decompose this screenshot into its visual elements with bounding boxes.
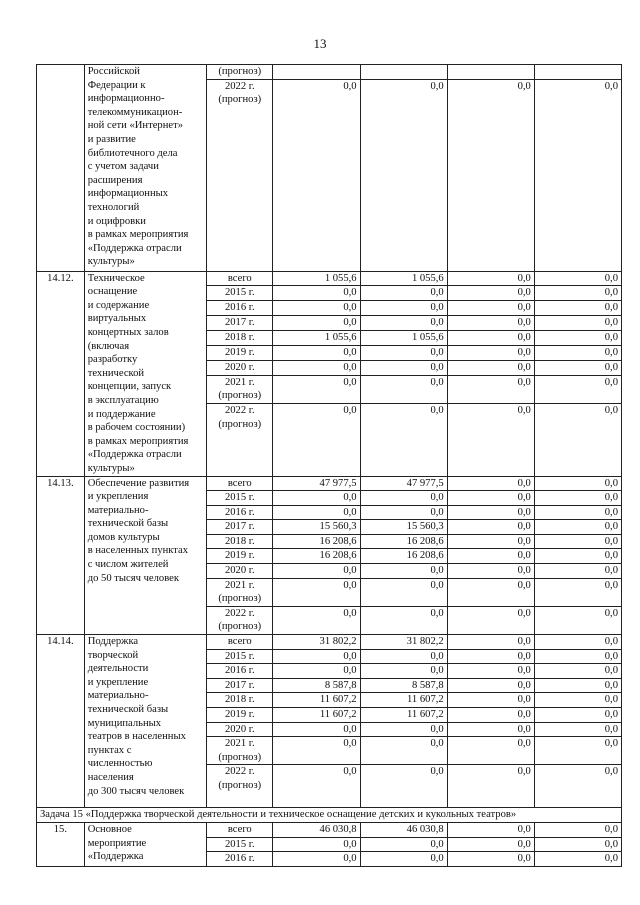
value-cell: 0,0 [360,505,447,520]
task-row [37,808,622,823]
value-cell: 0,0 [534,678,621,693]
value-cell: 47 977,5 [360,476,447,491]
item-number [37,65,85,272]
value-cell: 0,0 [447,286,534,301]
period-cell: (прогноз) [207,65,273,80]
value-cell: 8 587,8 [273,678,360,693]
value-cell: 0,0 [273,404,360,476]
value-cell: 0,0 [534,765,621,808]
period-cell: 2015 г. [207,649,273,664]
value-cell: 0,0 [447,271,534,286]
value-cell: 0,0 [534,822,621,837]
period-cell: 2017 г. [207,316,273,331]
value-cell: 15 560,3 [273,520,360,535]
period-cell: 2018 г. [207,534,273,549]
value-cell: 0,0 [534,316,621,331]
value-cell: 16 208,6 [273,534,360,549]
value-cell: 0,0 [447,505,534,520]
value-cell: 0,0 [534,635,621,650]
value-cell: 0,0 [447,837,534,852]
value-cell: 0,0 [534,330,621,345]
value-cell: 0,0 [360,375,447,404]
period-cell: 2015 г. [207,491,273,506]
value-cell: 0,0 [273,301,360,316]
value-cell: 0,0 [534,708,621,723]
value-cell: 0,0 [273,649,360,664]
value-cell: 16 208,6 [360,534,447,549]
value-cell: 8 587,8 [360,678,447,693]
period-cell: 2016 г. [207,852,273,867]
value-cell: 31 802,2 [360,635,447,650]
period-cell: 2017 г. [207,678,273,693]
value-cell: 0,0 [273,737,360,765]
value-cell: 0,0 [534,271,621,286]
value-cell [273,65,360,80]
period-cell: 2022 г. (прогноз) [207,404,273,476]
period-cell: 2020 г. [207,722,273,737]
value-cell: 0,0 [447,520,534,535]
value-cell: 0,0 [447,549,534,564]
value-cell: 11 607,2 [273,693,360,708]
value-cell: 0,0 [447,476,534,491]
period-cell: 2016 г. [207,505,273,520]
value-cell: 0,0 [447,664,534,679]
value-cell: 0,0 [447,79,534,271]
period-cell: 2015 г. [207,286,273,301]
period-cell: 2021 г. (прогноз) [207,737,273,765]
value-cell: 0,0 [447,649,534,664]
period-cell: 2022 г. (прогноз) [207,79,273,271]
table-row [37,271,622,286]
value-cell: 0,0 [447,606,534,634]
value-cell: 0,0 [273,375,360,404]
value-cell: 0,0 [360,404,447,476]
value-cell: 0,0 [534,649,621,664]
value-cell: 0,0 [447,708,534,723]
value-cell: 11 607,2 [360,708,447,723]
value-cell: 0,0 [447,822,534,837]
period-cell: 2022 г. (прогноз) [207,606,273,634]
value-cell: 0,0 [360,765,447,808]
value-cell [447,65,534,80]
value-cell: 0,0 [534,534,621,549]
item-number: 14.14. [37,635,85,808]
period-cell: 2021 г. (прогноз) [207,375,273,404]
value-cell: 0,0 [534,491,621,506]
value-cell: 16 208,6 [360,549,447,564]
table-row [37,822,622,837]
value-cell: 0,0 [360,649,447,664]
page-number: 13 [313,36,327,51]
value-cell: 0,0 [360,316,447,331]
item-name: Обеспечение развития и укрепления материально- технической базы домов культуры в населенных пунктах с числом жителей до 50 тысяч человек [84,476,206,635]
value-cell: 0,0 [534,564,621,579]
value-cell: 1 055,6 [273,271,360,286]
value-cell: 1 055,6 [360,330,447,345]
value-cell: 0,0 [534,505,621,520]
item-name: Техническое оснащение и содержание виртуальных концертных залов (включая разработку технической концепции, запуск в эксплуатацию и поддержание в рабочем состоянии) в рамках мероприятия «Поддержка отрасли культуры» [84,271,206,476]
value-cell: 46 030,8 [273,822,360,837]
value-cell: 0,0 [273,345,360,360]
value-cell: 0,0 [534,301,621,316]
value-cell: 0,0 [534,286,621,301]
value-cell: 0,0 [534,837,621,852]
table-row [37,65,622,80]
period-cell: 2018 г. [207,693,273,708]
value-cell: 0,0 [534,476,621,491]
period-cell: 2020 г. [207,564,273,579]
period-cell: всего [207,476,273,491]
item-name: Основное мероприятие «Поддержка [84,822,206,866]
period-cell: 2020 г. [207,360,273,375]
period-cell: 2018 г. [207,330,273,345]
period-cell: 2022 г. (прогноз) [207,765,273,808]
item-name: Российской Федерации к информационно- телекоммуникацион- ной сети «Интернет» и развитие библиотечного дела с учетом задачи расширения информационных технологий и оцифровки в рамках мероприятия «Поддержка отрасли культуры» [84,65,206,272]
budget-table [36,64,622,867]
value-cell: 0,0 [447,360,534,375]
value-cell: 0,0 [534,722,621,737]
value-cell: 0,0 [447,578,534,606]
value-cell: 16 208,6 [273,549,360,564]
value-cell: 0,0 [447,635,534,650]
value-cell [360,65,447,80]
period-cell: 2019 г. [207,549,273,564]
item-name: Поддержка творческой деятельности и укрепление материально- технической базы муниципальных театров в населенных пунктах с численностью населения до 300 тысяч человек [84,635,206,808]
task-heading: Задача 15 «Поддержка творческой деятельности и техническое оснащение детских и кукольных театров» [37,808,622,823]
period-cell: всего [207,635,273,650]
value-cell: 0,0 [273,79,360,271]
value-cell: 0,0 [360,852,447,867]
period-cell: 2016 г. [207,664,273,679]
value-cell: 11 607,2 [360,693,447,708]
value-cell: 0,0 [447,737,534,765]
value-cell: 0,0 [273,664,360,679]
value-cell: 0,0 [447,345,534,360]
value-cell: 46 030,8 [360,822,447,837]
value-cell: 0,0 [360,737,447,765]
value-cell: 0,0 [360,286,447,301]
value-cell: 0,0 [273,505,360,520]
value-cell: 0,0 [447,330,534,345]
value-cell: 0,0 [273,722,360,737]
value-cell: 0,0 [447,678,534,693]
value-cell: 11 607,2 [273,708,360,723]
value-cell: 0,0 [273,316,360,331]
value-cell: 0,0 [534,520,621,535]
value-cell: 0,0 [360,578,447,606]
value-cell: 0,0 [273,564,360,579]
value-cell: 0,0 [360,360,447,375]
value-cell: 0,0 [534,737,621,765]
period-cell: всего [207,822,273,837]
value-cell: 15 560,3 [360,520,447,535]
period-cell: 2017 г. [207,520,273,535]
value-cell: 0,0 [360,491,447,506]
value-cell: 1 055,6 [360,271,447,286]
value-cell: 0,0 [360,564,447,579]
value-cell: 0,0 [360,301,447,316]
period-cell: 2015 г. [207,837,273,852]
value-cell: 0,0 [447,404,534,476]
value-cell: 47 977,5 [273,476,360,491]
table-row [37,635,622,650]
period-cell: всего [207,271,273,286]
period-cell: 2021 г. (прогноз) [207,578,273,606]
value-cell: 31 802,2 [273,635,360,650]
value-cell: 0,0 [360,345,447,360]
value-cell: 0,0 [447,491,534,506]
value-cell: 0,0 [360,837,447,852]
value-cell: 0,0 [534,79,621,271]
value-cell: 0,0 [534,606,621,634]
value-cell: 0,0 [534,549,621,564]
value-cell: 0,0 [534,664,621,679]
item-number: 14.13. [37,476,85,635]
value-cell: 0,0 [273,606,360,634]
value-cell [534,65,621,80]
value-cell: 0,0 [534,404,621,476]
value-cell: 0,0 [273,578,360,606]
value-cell: 0,0 [273,765,360,808]
value-cell: 0,0 [534,345,621,360]
value-cell: 0,0 [447,534,534,549]
value-cell: 0,0 [360,664,447,679]
table-row [37,476,622,491]
value-cell: 0,0 [447,852,534,867]
value-cell: 0,0 [447,765,534,808]
period-cell: 2019 г. [207,708,273,723]
value-cell: 0,0 [534,360,621,375]
value-cell: 0,0 [534,578,621,606]
value-cell: 0,0 [447,375,534,404]
period-cell: 2019 г. [207,345,273,360]
value-cell: 0,0 [360,79,447,271]
value-cell: 0,0 [447,722,534,737]
value-cell: 0,0 [534,375,621,404]
item-number: 15. [37,822,85,866]
value-cell: 0,0 [273,837,360,852]
value-cell: 0,0 [360,722,447,737]
value-cell: 0,0 [273,360,360,375]
value-cell: 0,0 [447,316,534,331]
value-cell: 0,0 [447,301,534,316]
value-cell: 0,0 [273,491,360,506]
value-cell: 0,0 [273,286,360,301]
value-cell: 0,0 [447,564,534,579]
value-cell: 0,0 [534,852,621,867]
value-cell: 0,0 [273,852,360,867]
period-cell: 2016 г. [207,301,273,316]
value-cell: 0,0 [447,693,534,708]
value-cell: 0,0 [360,606,447,634]
value-cell: 1 055,6 [273,330,360,345]
item-number: 14.12. [37,271,85,476]
value-cell: 0,0 [534,693,621,708]
